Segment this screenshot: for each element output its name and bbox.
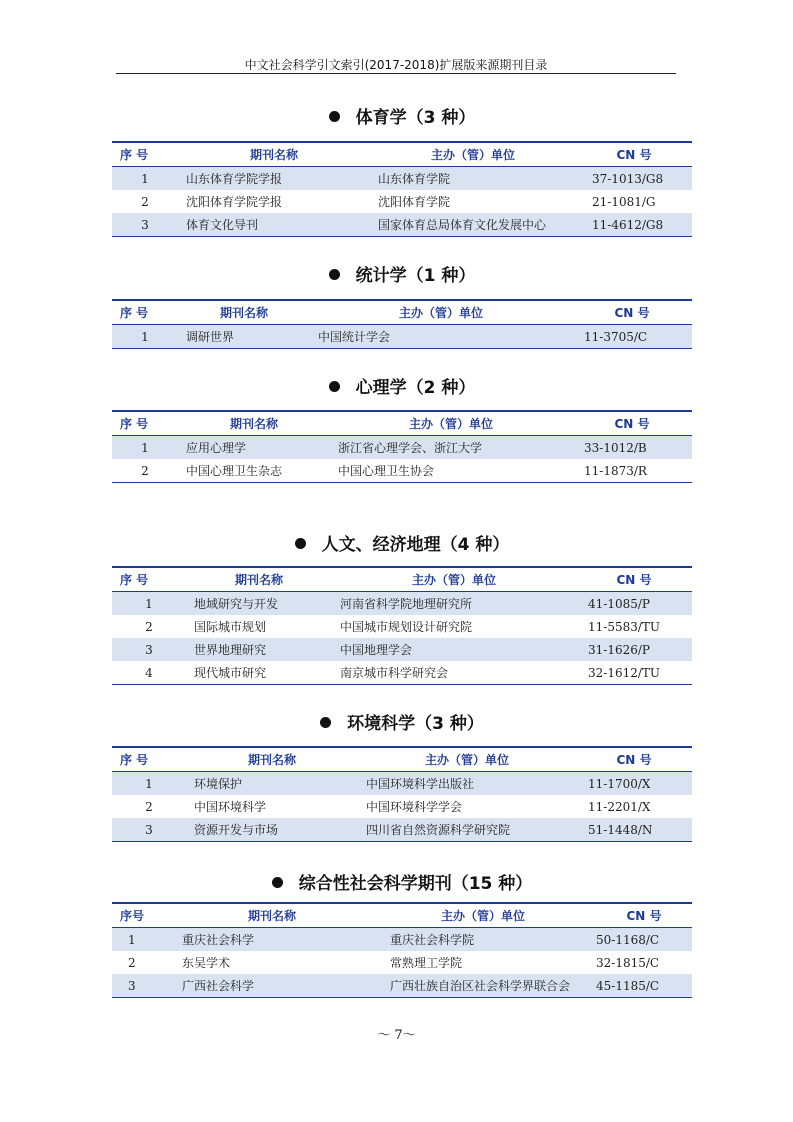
cell-cn: 50-1168/C: [596, 928, 692, 952]
bullet-icon: [272, 877, 283, 888]
cell-journal-name: 广西社会科学: [174, 974, 370, 998]
cell-journal-name: 资源开发与市场: [186, 818, 358, 842]
cell-cn: 31-1626/P: [576, 638, 692, 661]
cell-journal-name: 东吴学术: [182, 956, 231, 970]
column-header-no: 序号: [112, 903, 174, 928]
journal-table: [112, 902, 692, 998]
column-header-name: 期刊名称: [174, 903, 370, 928]
table-header-row: [112, 903, 692, 928]
section-environment: [112, 710, 692, 842]
cell-journal-name: 重庆社会科学: [174, 928, 370, 952]
cell-no: 1: [112, 772, 186, 796]
section-title: 体育学（3 种）: [112, 104, 692, 132]
cell-organization: 浙江省心理学会、浙江大学: [330, 436, 572, 460]
cell-organization: 中国城市规划设计研究院: [340, 620, 473, 634]
cell-organization: 国家体育总局体育文化发展中心: [370, 213, 576, 237]
table-row: [112, 615, 692, 638]
bullet-icon: [295, 538, 306, 549]
table-row: [112, 190, 692, 213]
column-header-no: 序 号: [112, 411, 178, 436]
cell-organization: 中国地理学会: [332, 638, 576, 661]
cell-no: 2: [141, 194, 149, 209]
cell-no: 2: [145, 799, 153, 814]
cell-no: 1: [112, 167, 178, 191]
cell-cn: 11-1873/R: [584, 463, 647, 478]
table-row: [112, 325, 692, 349]
cell-organization: 四川省自然资源科学研究院: [358, 818, 576, 842]
column-header-no: 序 号: [112, 567, 186, 592]
header-rule: [116, 73, 676, 74]
journal-table: [112, 141, 692, 237]
cell-organization: 中国心理卫生协会: [338, 464, 435, 478]
cell-cn: 32-1815/C: [596, 955, 660, 970]
section-psychology: [112, 374, 692, 483]
page-number: ～ 7～: [377, 1028, 416, 1043]
table-row: [112, 795, 692, 818]
table-row: [112, 818, 692, 842]
cell-organization: 广西壮族自治区社会科学界联合会: [370, 974, 596, 998]
cell-cn: 11-1700/X: [576, 772, 692, 796]
cell-organization: 中国环境科学出版社: [358, 772, 576, 796]
cell-organization: 山东体育学院: [370, 167, 576, 191]
column-header-cn: CN 号: [572, 300, 692, 325]
cell-journal-name: 世界地理研究: [186, 638, 332, 661]
column-header-org: 主办（管）单位: [370, 903, 596, 928]
cell-journal-name: 环境保护: [186, 772, 358, 796]
cell-organization: 重庆社会科学院: [370, 928, 596, 952]
cell-organization: 常熟理工学院: [390, 956, 463, 970]
cell-cn: 45-1185/C: [596, 974, 692, 998]
table-header-row: [112, 142, 692, 167]
cell-no: 3: [112, 213, 178, 237]
column-header-name: 期刊名称: [178, 142, 370, 167]
table-header-row: [112, 411, 692, 436]
table-row: [112, 951, 692, 974]
column-header-name: 期刊名称: [186, 747, 358, 772]
journal-table: [112, 566, 692, 685]
column-header-no: 序 号: [112, 142, 178, 167]
table-row: [112, 974, 692, 998]
cell-no: 3: [112, 974, 174, 998]
cell-journal-name: 现代城市研究: [194, 666, 267, 680]
column-header-org: 主办（管）单位: [310, 300, 572, 325]
bullet-icon: [320, 717, 331, 728]
table-row: [112, 436, 692, 460]
table-row: [112, 638, 692, 661]
column-header-org: 主办（管）单位: [332, 567, 576, 592]
table-row: [112, 661, 692, 685]
cell-cn: 11-5583/TU: [588, 619, 661, 634]
section-geography: [112, 531, 692, 685]
cell-cn: 37-1013/G8: [576, 167, 692, 191]
column-header-cn: CN 号: [572, 411, 692, 436]
cell-organization: 中国环境科学学会: [366, 800, 463, 814]
cell-no: 2: [141, 463, 149, 478]
column-header-cn: CN 号: [596, 903, 692, 928]
section-title: 人文、经济地理（4 种）: [112, 531, 692, 559]
section-title: 统计学（1 种）: [112, 262, 692, 290]
table-row: [112, 459, 692, 483]
journal-table: [112, 746, 692, 842]
cell-organization: 南京城市科学研究会: [340, 666, 449, 680]
cell-cn: 11-4612/G8: [576, 213, 692, 237]
cell-journal-name: 中国心理卫生杂志: [186, 464, 283, 478]
cell-journal-name: 调研世界: [178, 325, 310, 349]
cell-cn: 33-1012/B: [572, 436, 692, 460]
section-title: 心理学（2 种）: [112, 374, 692, 402]
cell-no: 1: [112, 928, 174, 952]
bullet-icon: [329, 381, 340, 392]
cell-cn: 41-1085/P: [576, 592, 692, 616]
table-row: [112, 928, 692, 952]
column-header-name: 期刊名称: [186, 567, 332, 592]
column-header-org: 主办（管）单位: [370, 142, 576, 167]
cell-journal-name: 地域研究与开发: [186, 592, 332, 616]
table-header-row: [112, 567, 692, 592]
cell-no: 2: [128, 955, 136, 970]
table-row: [112, 213, 692, 237]
cell-cn: 32-1612/TU: [588, 665, 661, 680]
cell-cn: 11-2201/X: [588, 799, 651, 814]
cell-journal-name: 应用心理学: [178, 436, 330, 460]
bullet-icon: [329, 111, 340, 122]
cell-cn: 21-1081/G: [592, 194, 656, 209]
cell-journal-name: 中国环境科学: [194, 800, 267, 814]
running-header: 中文社会科学引文索引(2017-2018)扩展版来源期刊目录: [244, 58, 548, 72]
journal-table: [112, 299, 692, 349]
table-row: [112, 167, 692, 191]
journal-table: [112, 410, 692, 483]
column-header-no: 序 号: [112, 747, 186, 772]
cell-no: 4: [145, 665, 153, 680]
column-header-no: 序 号: [112, 300, 178, 325]
cell-cn: 51-1448/N: [576, 818, 692, 842]
column-header-cn: CN 号: [576, 142, 692, 167]
section-title: 综合性社会科学期刊（15 种）: [112, 870, 692, 898]
cell-no: 3: [112, 638, 186, 661]
table-header-row: [112, 300, 692, 325]
column-header-org: 主办（管）单位: [358, 747, 576, 772]
column-header-name: 期刊名称: [178, 411, 330, 436]
cell-journal-name: 国际城市规划: [194, 620, 267, 634]
cell-journal-name: 沈阳体育学院学报: [186, 195, 283, 209]
cell-organization: 中国统计学会: [310, 325, 572, 349]
section-sports: [112, 104, 692, 237]
column-header-cn: CN 号: [576, 747, 692, 772]
section-title: 环境科学（3 种）: [112, 710, 692, 738]
table-header-row: [112, 747, 692, 772]
bullet-icon: [329, 269, 340, 280]
column-header-name: 期刊名称: [178, 300, 310, 325]
table-row: [112, 772, 692, 796]
cell-journal-name: 山东体育学院学报: [178, 167, 370, 191]
column-header-cn: CN 号: [576, 567, 692, 592]
section-comprehensive: [112, 870, 692, 998]
column-header-org: 主办（管）单位: [330, 411, 572, 436]
cell-organization: 河南省科学院地理研究所: [332, 592, 576, 616]
cell-organization: 沈阳体育学院: [378, 195, 451, 209]
section-statistics: [112, 262, 692, 349]
cell-no: 1: [112, 592, 186, 616]
cell-no: 2: [145, 619, 153, 634]
cell-no: 1: [112, 325, 178, 349]
table-row: [112, 592, 692, 616]
cell-no: 3: [112, 818, 186, 842]
cell-journal-name: 体育文化导刊: [178, 213, 370, 237]
cell-cn: 11-3705/C: [572, 325, 692, 349]
cell-no: 1: [112, 436, 178, 460]
